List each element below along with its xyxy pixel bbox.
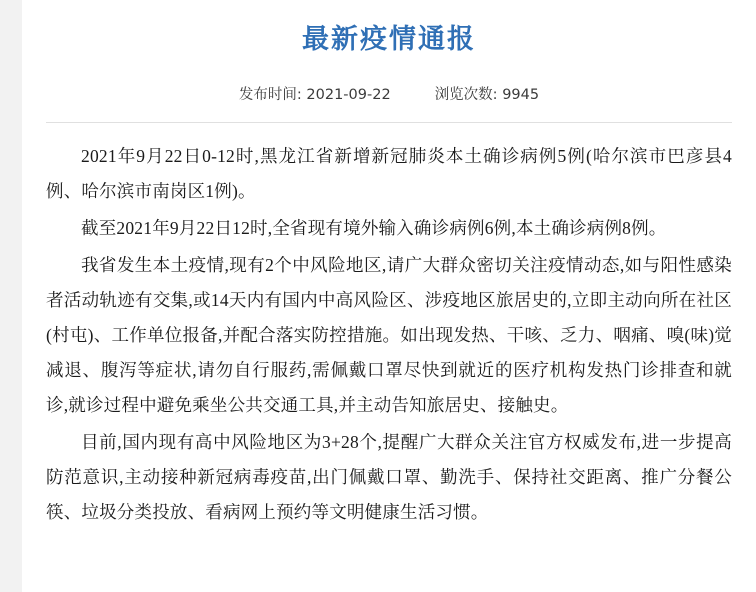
article-container [22,0,756,592]
view-count [435,83,539,104]
page-title: 最新疫情通报 [302,24,476,55]
view-count-value: 9945 [502,87,540,104]
publish-date-value: 2021-09-22 [306,87,391,104]
paragraph: 2021年9月22日0-12时,黑龙江省新增新冠肺炎本土确诊病例5例(哈尔滨市巴彦县4例、哈尔滨市南岗区1例)。 [46,146,732,202]
header-divider [46,122,732,123]
paragraph: 我省发生本土疫情,现有2个中风险地区,请广大群众密切关注疫情动态,如与阳性感染者活动轨迹有交集,或14天内有国内中高风险区、涉疫地区旅居史的,立即主动向所在社区(村屯)、工作单位报备,并配合落实防控措施。如出现发热、干咳、乏力、咽痛、嗅(味)觉减退、腹泻等症状,请勿自行服药,需佩戴口罩尽快到就近的医疗机构发热门诊排查和就诊,就诊过程中避免乘坐公共交通工具,并主动告知旅居史、接触史。 [46,255,732,416]
publish-date [239,83,391,104]
view-count-label: 浏览次数: [434,87,498,104]
left-margin-rail [0,0,22,592]
article-body [46,139,732,530]
article-meta [46,83,732,104]
paragraph: 截至2021年9月22日12时,全省现有境外输入确诊病例6例,本土确诊病例8例。 [81,218,667,239]
publish-date-label: 发布时间: [238,87,302,104]
paragraph: 目前,国内现有高中风险地区为3+28个,提醒广大群众关注官方权威发布,进一步提高防范意识,主动接种新冠病毒疫苗,出门佩戴口罩、勤洗手、保持社交距离、推广分餐公筷、垃圾分类投放、看病网上预约等文明健康生活习惯。 [46,432,732,523]
